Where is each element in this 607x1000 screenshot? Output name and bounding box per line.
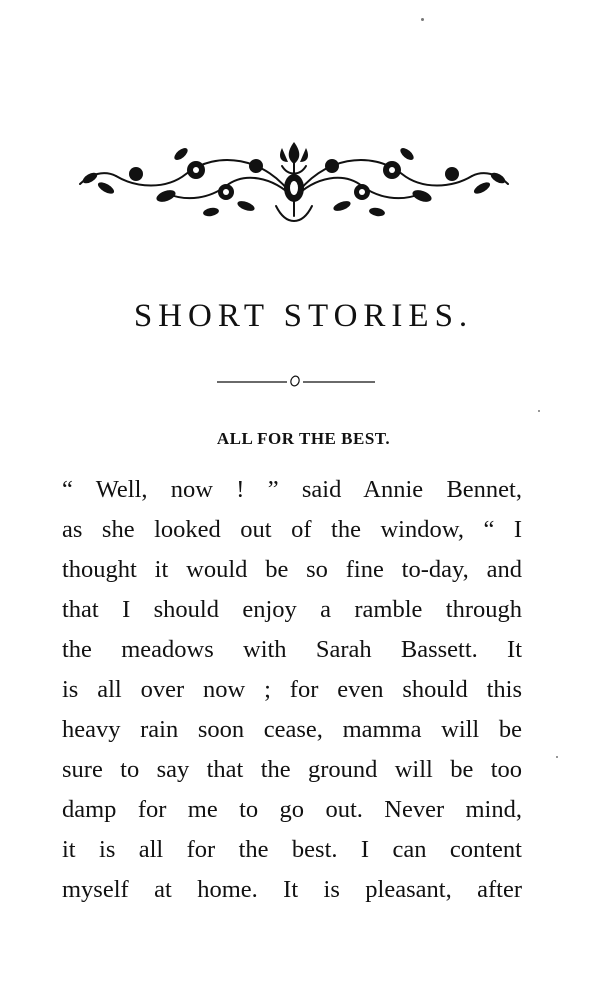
paragraph-line: damp for me to go out. Never mind, <box>62 796 522 823</box>
paper-speck <box>421 18 424 21</box>
paragraph-line: thought it would be so fine to-day, and <box>62 556 522 583</box>
paragraph-line: as she looked out of the window, “ I <box>62 516 522 543</box>
page-title: SHORT STORIES. <box>133 298 474 334</box>
story-paragraph <box>62 470 522 910</box>
paragraph-line: it is all for the best. I can content <box>62 836 522 863</box>
paragraph-line: heavy rain soon cease, mamma will be <box>62 716 522 743</box>
decorative-rule-icon <box>217 372 375 392</box>
story-heading: ALL FOR THE BEST. <box>216 429 391 448</box>
paper-speck <box>538 410 540 412</box>
paragraph-line: the meadows with Sarah Bassett. It <box>62 636 522 663</box>
paragraph-line: that I should enjoy a ramble through <box>62 596 522 623</box>
floral-headpiece-icon <box>76 136 512 236</box>
paper-speck <box>556 756 558 758</box>
paragraph-line: is all over now ; for even should this <box>62 676 522 703</box>
paragraph-line: “ Well, now ! ” said Annie Bennet, <box>62 476 522 503</box>
paragraph-line: sure to say that the ground will be too <box>62 756 522 783</box>
paragraph-line: myself at home. It is pleasant, after <box>62 876 522 903</box>
